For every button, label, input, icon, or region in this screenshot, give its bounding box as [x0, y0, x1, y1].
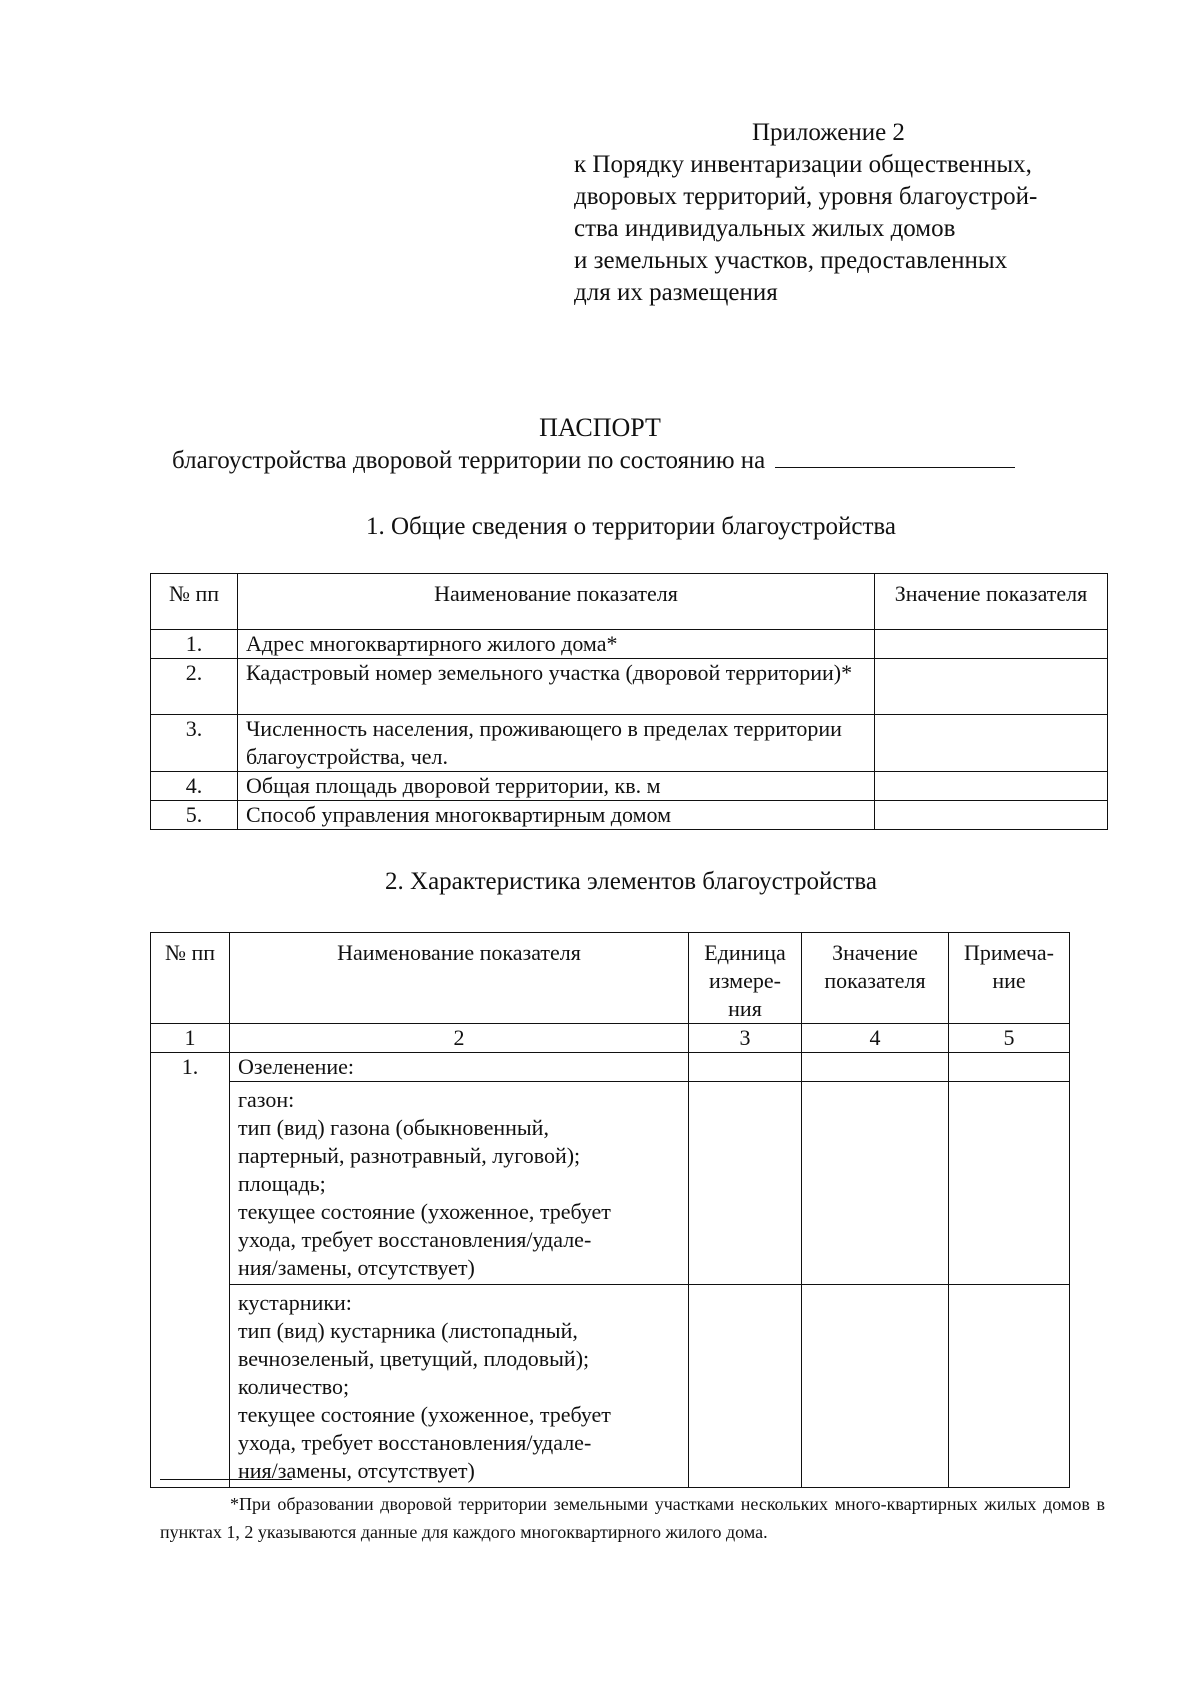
- appendix-header: [574, 117, 1037, 309]
- table-header-row: [151, 574, 1108, 630]
- column-number: 5: [949, 1024, 1070, 1053]
- general-info-table: [150, 573, 1108, 830]
- column-number: 4: [802, 1024, 949, 1053]
- elements-table: [150, 932, 1070, 1488]
- lawn-line: текущее состояние (ухоженное, требует: [238, 1199, 611, 1224]
- row-value: [875, 630, 1108, 659]
- header-line: Примеча-: [964, 940, 1054, 965]
- unit-cell: [689, 1053, 802, 1082]
- shrubs-line: кустарники:: [238, 1290, 352, 1315]
- shrubs-line: тип (вид) кустарника (листопадный,: [238, 1318, 578, 1343]
- header-line: ние: [992, 968, 1026, 993]
- table-row: [151, 1053, 1070, 1082]
- row-name: Кадастровый номер земельного участка (дворовой территории)*: [238, 659, 875, 715]
- row-name: Общая площадь дворовой территории, кв. м: [238, 772, 875, 801]
- value-cell: [802, 1285, 949, 1488]
- col-header-name: Наименование показателя: [238, 574, 875, 630]
- table-row: [151, 659, 1108, 715]
- row-number: 5.: [151, 801, 238, 830]
- row-value: [875, 715, 1108, 772]
- lawn-line: партерный, разнотравный, луговой);: [238, 1143, 581, 1168]
- note-cell: [949, 1053, 1070, 1082]
- col-header-num: № пп: [151, 933, 230, 1024]
- column-number: 2: [230, 1024, 689, 1053]
- row-title: Озеленение:: [230, 1053, 689, 1082]
- row-number: 1.: [151, 630, 238, 659]
- col-header-num: № пп: [151, 574, 238, 630]
- lawn-line: ния/замены, отсутствует): [238, 1255, 475, 1280]
- lawn-line: газон:: [238, 1087, 295, 1112]
- table-row: [151, 1285, 1070, 1488]
- shrubs-line: вечнозеленый, цветущий, плодовый);: [238, 1346, 590, 1371]
- date-blank-line: [775, 443, 1015, 468]
- subtitle-text: благоустройства дворовой территории по состоянию на: [172, 447, 766, 474]
- header-line: показателя: [824, 968, 926, 993]
- unit-cell: [689, 1082, 802, 1285]
- shrubs-description: [230, 1285, 689, 1488]
- row-number: 1.: [151, 1053, 230, 1082]
- table-row: [151, 630, 1108, 659]
- shrubs-line: количество;: [238, 1374, 350, 1399]
- col-header-value: Значение показателя: [875, 574, 1108, 630]
- unit-cell: [689, 1285, 802, 1488]
- row-name: Численность населения, проживающего в пределах территории благоустройства, чел.: [238, 715, 875, 772]
- table-row: [151, 772, 1108, 801]
- row-value: [875, 772, 1108, 801]
- table-header-row: [151, 933, 1070, 1024]
- row-value: [875, 659, 1108, 715]
- shrubs-line: ния/замены, отсутствует): [238, 1458, 475, 1483]
- header-line: измере-: [709, 968, 781, 993]
- row-number-cell: [151, 1285, 230, 1488]
- note-cell: [949, 1082, 1070, 1285]
- header-line: Единица: [704, 940, 786, 965]
- lawn-line: площадь;: [238, 1171, 326, 1196]
- note-cell: [949, 1285, 1070, 1488]
- lawn-description: [230, 1082, 689, 1285]
- value-cell: [802, 1082, 949, 1285]
- header-line: ния: [728, 996, 762, 1021]
- appendix-line: к Порядку инвентаризации общественных,: [574, 151, 1032, 178]
- appendix-line: и земельных участков, предоставленных: [574, 247, 1008, 274]
- lawn-line: ухода, требует восстановления/удале-: [238, 1227, 592, 1252]
- header-line: Значение: [832, 940, 918, 965]
- row-number-cell: [151, 1082, 230, 1285]
- row-number: 3.: [151, 715, 238, 772]
- appendix-line: Приложение 2: [752, 119, 905, 146]
- document-title: ПАСПОРТ: [539, 413, 661, 442]
- footnote: *При образовании дворовой территории земельными участками нескольких много-квартирных жилых домов в пунктах 1, 2 указываются данные для каждого многоквартирного жилого дома.: [160, 1494, 1105, 1542]
- shrubs-line: ухода, требует восстановления/удале-: [238, 1430, 592, 1455]
- shrubs-line: текущее состояние (ухоженное, требует: [238, 1402, 611, 1427]
- row-name: Способ управления многоквартирным домом: [238, 801, 875, 830]
- column-number: 3: [689, 1024, 802, 1053]
- appendix-line: ства индивидуальных жилых домов: [574, 215, 956, 242]
- section-1-heading: 1. Общие сведения о территории благоустройства: [366, 513, 896, 540]
- row-number: 4.: [151, 772, 238, 801]
- column-number-row: [151, 1024, 1070, 1053]
- appendix-line: для их размещения: [574, 279, 778, 306]
- document-subtitle: [172, 443, 1015, 477]
- section-2-heading: 2. Характеристика элементов благоустройства: [385, 868, 877, 895]
- col-header-value: [802, 933, 949, 1024]
- table-row: [151, 715, 1108, 772]
- row-name: Адрес многоквартирного жилого дома*: [238, 630, 875, 659]
- table-row: [151, 801, 1108, 830]
- footnote-divider: [160, 1479, 292, 1480]
- column-number: 1: [151, 1024, 230, 1053]
- row-value: [875, 801, 1108, 830]
- col-header-name: Наименование показателя: [230, 933, 689, 1024]
- col-header-note: [949, 933, 1070, 1024]
- appendix-line: дворовых территорий, уровня благоустрой-: [574, 183, 1038, 210]
- row-number: 2.: [151, 659, 238, 715]
- col-header-unit: [689, 933, 802, 1024]
- table-row: [151, 1082, 1070, 1285]
- lawn-line: тип (вид) газона (обыкновенный,: [238, 1115, 549, 1140]
- value-cell: [802, 1053, 949, 1082]
